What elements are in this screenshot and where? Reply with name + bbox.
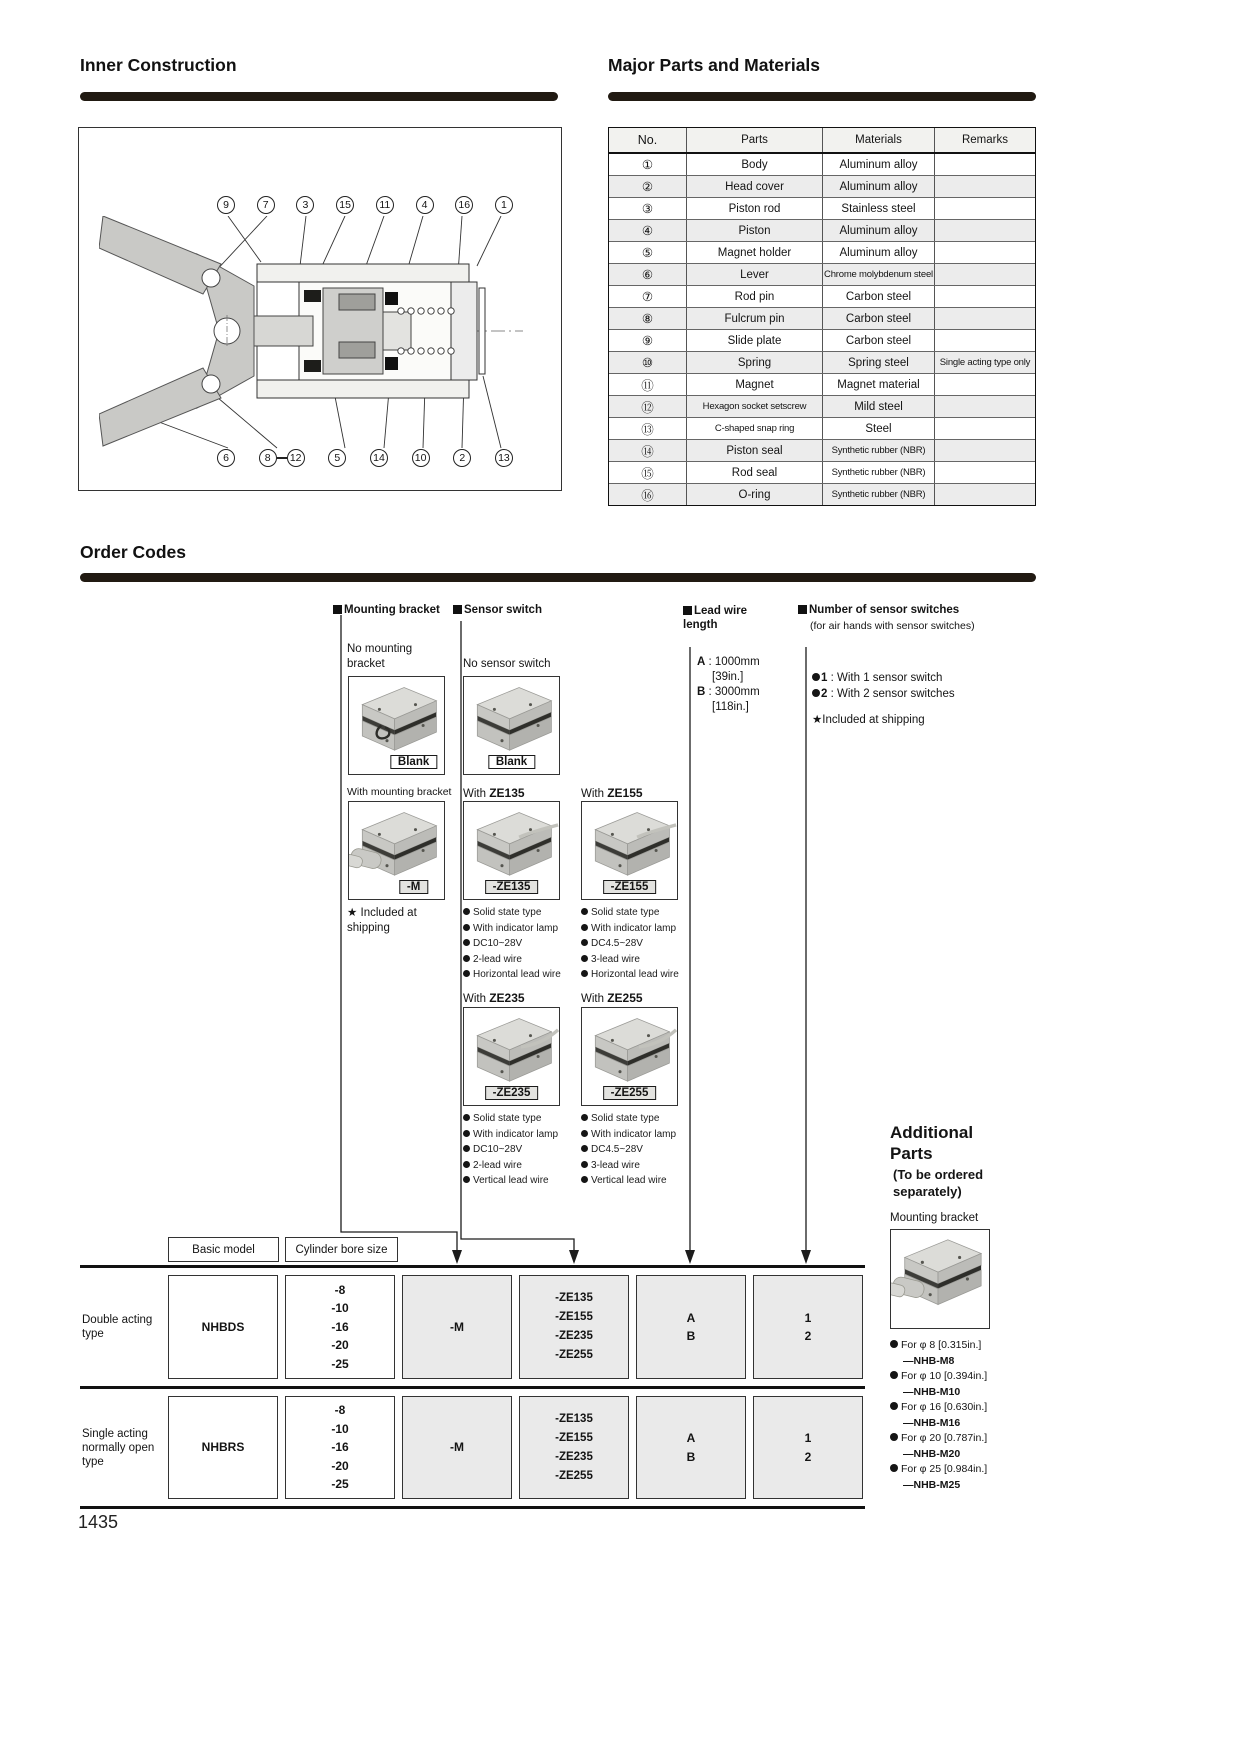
feature-item: With indicator lamp xyxy=(463,1127,558,1143)
callout: 9 xyxy=(217,196,235,214)
cell-material: Carbon steel xyxy=(822,330,934,351)
callout: 14 xyxy=(370,449,388,467)
parts-materials-table xyxy=(608,127,1036,506)
cell-no: ⑦ xyxy=(641,290,654,304)
sensor-option: -ZE135 xyxy=(555,1292,593,1304)
gripper-with-bracket-photo xyxy=(891,1230,989,1328)
cell-no: ⑩ xyxy=(641,356,654,370)
bore-option: -25 xyxy=(331,1356,349,1371)
table-body xyxy=(609,154,1035,505)
photo-no-mounting-bracket xyxy=(348,676,445,775)
count-option: 1 xyxy=(804,1431,812,1445)
cell-remark xyxy=(934,198,1035,219)
feature-item: 3-lead wire xyxy=(581,952,679,968)
section-marker-icon xyxy=(333,605,342,614)
code-label-ze155: -ZE155 xyxy=(603,880,657,894)
bore-option: -8 xyxy=(334,1403,346,1418)
bullet-icon xyxy=(581,1130,588,1137)
photo-ze255 xyxy=(581,1007,678,1106)
cell-remark xyxy=(934,220,1035,241)
cell-material: Carbon steel xyxy=(822,286,934,307)
feature-item: Solid state type xyxy=(581,905,679,921)
bullet-icon xyxy=(581,1161,588,1168)
double-acting-row xyxy=(80,1268,865,1386)
callout: 12 xyxy=(287,449,305,467)
table-row xyxy=(609,219,1035,241)
cell-no: ⑬ xyxy=(641,422,654,437)
sensor-option: -ZE155 xyxy=(555,1431,593,1444)
cell-material: Synthetic rubber (NBR) xyxy=(822,440,934,461)
cell-remark xyxy=(934,374,1035,395)
sensor-count-option: 1 : With 1 sensor switch xyxy=(812,670,955,686)
lead-option: A xyxy=(686,1310,696,1325)
bracket-part-item: For φ 8 [0.315in.] —NHB-M8 xyxy=(890,1338,987,1369)
cell-no: ⑮ xyxy=(641,466,654,481)
sensor-count-options xyxy=(812,670,955,702)
feature-item: Vertical lead wire xyxy=(581,1173,676,1189)
sensor-count-option: 2 : With 2 sensor switches xyxy=(812,686,955,702)
cell-remark xyxy=(934,176,1035,197)
feature-item: With indicator lamp xyxy=(581,1127,676,1143)
feature-item: 2-lead wire xyxy=(463,952,561,968)
photo-with-mounting-bracket xyxy=(348,801,445,900)
table-row xyxy=(609,483,1035,505)
cell-remark xyxy=(934,440,1035,461)
bracket-part-item: For φ 10 [0.394in.] —NHB-M10 xyxy=(890,1369,987,1400)
feature-item: 2-lead wire xyxy=(463,1158,558,1174)
cell-part: Piston rod xyxy=(686,198,822,219)
table-row xyxy=(609,395,1035,417)
count-option: 2 xyxy=(804,1329,812,1343)
table-row xyxy=(609,351,1035,373)
bore-size-cell xyxy=(285,1275,395,1379)
bullet-icon xyxy=(581,1145,588,1152)
lead-code-cell xyxy=(636,1275,746,1379)
section-marker-icon xyxy=(683,606,692,615)
diagram-callouts-top xyxy=(217,196,513,214)
cell-remark xyxy=(934,242,1035,263)
title-bar xyxy=(608,92,1036,101)
count-code-cell xyxy=(753,1396,863,1499)
cell-no: ④ xyxy=(641,224,654,238)
bullet-icon xyxy=(581,908,588,915)
sensor-code-cell xyxy=(519,1275,629,1379)
callout: 5 xyxy=(328,449,346,467)
table-header-row xyxy=(609,128,1035,154)
with-ze235-label: With ZE235 xyxy=(463,991,525,1005)
callout: 3 xyxy=(296,196,314,214)
code-label-ze135: -ZE135 xyxy=(485,880,539,894)
cell-material: Aluminum alloy xyxy=(822,242,934,263)
bullet-icon xyxy=(890,1402,898,1410)
bore-option: -20 xyxy=(331,1338,349,1353)
count-code-cell xyxy=(753,1275,863,1379)
bullet-icon xyxy=(463,939,470,946)
bore-option: -8 xyxy=(334,1282,346,1297)
table-row xyxy=(609,439,1035,461)
bullet-icon xyxy=(463,1161,470,1168)
additional-parts-subtitle: (To be ordered separately) xyxy=(893,1167,984,1199)
code-label-ze255: -ZE255 xyxy=(603,1086,657,1100)
bullet-icon xyxy=(581,924,588,931)
feature-item: Horizontal lead wire xyxy=(581,967,679,983)
cell-remark xyxy=(934,286,1035,307)
cell-material: Magnet material xyxy=(822,374,934,395)
bore-option: -16 xyxy=(331,1319,349,1334)
title-bar xyxy=(80,573,1036,582)
basic-model-header: Basic model xyxy=(168,1237,279,1262)
with-ze255-label: With ZE255 xyxy=(581,991,643,1005)
cell-part: Body xyxy=(686,154,822,175)
bore-option: -10 xyxy=(331,1421,349,1436)
cell-part: Head cover xyxy=(686,176,822,197)
no-mounting-bracket-label: No mounting bracket xyxy=(347,643,413,670)
cell-no: ⑫ xyxy=(641,400,654,415)
cell-no: ⑥ xyxy=(641,268,654,282)
ze135-features xyxy=(463,905,561,983)
bore-size-cell xyxy=(285,1396,395,1499)
bullet-icon xyxy=(812,673,820,681)
cell-material: Aluminum alloy xyxy=(822,220,934,241)
cell-part: Rod pin xyxy=(686,286,822,307)
gripper-cross-section-art xyxy=(99,216,539,482)
bullet-icon xyxy=(463,1130,470,1137)
table-row xyxy=(609,417,1035,439)
bracket-code: -M xyxy=(450,1440,464,1455)
cell-part: Magnet holder xyxy=(686,242,822,263)
callout: 11 xyxy=(376,196,394,214)
callout: 6 xyxy=(217,449,235,467)
model-code: NHBRS xyxy=(201,1440,245,1455)
included-at-shipping-note: ★Included at shipping xyxy=(812,714,925,726)
bore-option: -25 xyxy=(331,1477,349,1492)
lead-wire-options xyxy=(697,655,760,715)
callout: 10 xyxy=(412,449,430,467)
photo-ze155 xyxy=(581,801,678,900)
bracket-part-item: For φ 16 [0.630in.] —NHB-M16 xyxy=(890,1400,987,1431)
feature-item: Vertical lead wire xyxy=(463,1173,558,1189)
cell-remark xyxy=(934,462,1035,483)
cell-no: ② xyxy=(641,180,654,194)
sensor-count-subtitle: (for air hands with sensor switches) xyxy=(810,620,975,632)
bracket-code-cell xyxy=(402,1396,512,1499)
bracket-code: -M xyxy=(450,1319,464,1334)
bullet-icon xyxy=(463,1145,470,1152)
cell-remark xyxy=(934,484,1035,505)
bullet-icon xyxy=(581,939,588,946)
with-mounting-bracket-label: With mounting bracket xyxy=(347,786,452,798)
feature-item: Horizontal lead wire xyxy=(463,967,561,983)
bore-option: -20 xyxy=(331,1458,349,1473)
bullet-icon xyxy=(463,1114,470,1121)
with-ze155-label: With ZE155 xyxy=(581,786,643,800)
feature-item: 3-lead wire xyxy=(581,1158,676,1174)
sensor-option: -ZE155 xyxy=(555,1311,593,1323)
feature-item: Solid state type xyxy=(463,905,561,921)
lead-code-cell xyxy=(636,1396,746,1499)
cell-no: ⑯ xyxy=(641,488,654,503)
col-header-no: No. xyxy=(637,133,658,147)
with-ze135-label: With ZE135 xyxy=(463,786,525,800)
code-label-blank: Blank xyxy=(488,755,535,769)
code-label-blank: Blank xyxy=(390,755,437,769)
no-sensor-switch-label: No sensor switch xyxy=(463,658,551,670)
table-row xyxy=(609,285,1035,307)
cell-no: ⑪ xyxy=(641,378,654,393)
bracket-part-item: For φ 25 [0.984in.] —NHB-M25 xyxy=(890,1462,987,1493)
lead-wire-length-header: Lead wire length xyxy=(683,605,748,631)
callout: 4 xyxy=(416,196,434,214)
cell-no: ③ xyxy=(641,202,654,216)
sensor-option: -ZE255 xyxy=(555,1349,593,1361)
model-code: NHBDS xyxy=(201,1319,245,1334)
sensor-count-header: Number of sensor switches xyxy=(798,604,959,616)
basic-model-cell xyxy=(168,1396,278,1499)
code-label-ze235: -ZE235 xyxy=(485,1086,539,1100)
cell-no: ⑨ xyxy=(641,334,654,348)
feature-item: Solid state type xyxy=(581,1111,676,1127)
callout: 2 xyxy=(453,449,471,467)
cell-material: Stainless steel xyxy=(822,198,934,219)
cell-no: ⑧ xyxy=(641,312,654,326)
ze255-features xyxy=(581,1111,676,1189)
table-row xyxy=(609,175,1035,197)
mounting-bracket-label: Mounting bracket xyxy=(890,1212,979,1224)
cell-part: Piston seal xyxy=(686,440,822,461)
cell-no: ⑭ xyxy=(641,444,654,459)
lead-option: A xyxy=(686,1431,696,1445)
section-marker-icon xyxy=(453,605,462,614)
cell-part: Hexagon socket setscrew xyxy=(686,396,822,417)
additional-parts-title: Additional Parts xyxy=(890,1123,974,1163)
table-row xyxy=(609,197,1035,219)
bullet-icon xyxy=(463,908,470,915)
included-at-shipping-note: ★ Included at shipping xyxy=(347,907,417,934)
pair-dash xyxy=(277,457,287,458)
cell-no: ⑤ xyxy=(641,246,654,260)
cell-material: Aluminum alloy xyxy=(822,154,934,175)
cell-material: Carbon steel xyxy=(822,308,934,329)
count-option: 2 xyxy=(804,1449,812,1464)
callout: 7 xyxy=(257,196,275,214)
cell-part: Fulcrum pin xyxy=(686,308,822,329)
cell-part: C-shaped snap ring xyxy=(686,418,822,439)
table-row xyxy=(609,307,1035,329)
bullet-icon xyxy=(890,1433,898,1441)
table-row xyxy=(609,263,1035,285)
cell-material: Synthetic rubber (NBR) xyxy=(822,462,934,483)
col-header-materials: Materials xyxy=(822,128,934,152)
cell-part: Magnet xyxy=(686,374,822,395)
bore-option: -10 xyxy=(331,1301,349,1316)
bracket-part-list xyxy=(890,1338,987,1493)
title-bar xyxy=(80,92,558,101)
count-option: 1 xyxy=(804,1310,812,1325)
callout: 8 xyxy=(259,449,277,467)
cell-material: Spring steel xyxy=(822,352,934,373)
cell-part: Rod seal xyxy=(686,462,822,483)
bullet-icon xyxy=(890,1464,898,1472)
table-row xyxy=(609,461,1035,483)
gripper-with-bracket-photo xyxy=(349,802,444,899)
sensor-option: -ZE135 xyxy=(555,1412,593,1425)
cell-material: Aluminum alloy xyxy=(822,176,934,197)
callout: 13 xyxy=(495,449,513,467)
cell-material: Steel xyxy=(822,418,934,439)
lead-option: B xyxy=(686,1329,696,1343)
lead-wire-option: A : 1000mm [39in.] xyxy=(697,656,760,683)
feature-item: Solid state type xyxy=(463,1111,558,1127)
inner-construction-diagram xyxy=(78,127,562,491)
cell-part: O-ring xyxy=(686,484,822,505)
bore-option: -16 xyxy=(331,1440,349,1455)
bullet-icon xyxy=(581,970,588,977)
photo-ze235 xyxy=(463,1007,560,1106)
bullet-icon xyxy=(890,1371,898,1379)
cell-remark xyxy=(934,264,1035,285)
bullet-icon xyxy=(581,1176,588,1183)
cell-part: Slide plate xyxy=(686,330,822,351)
col-header-parts: Parts xyxy=(686,128,822,152)
callout-pair xyxy=(259,449,305,467)
bullet-icon xyxy=(463,1176,470,1183)
cell-part: Lever xyxy=(686,264,822,285)
feature-item: DC10~28V xyxy=(463,936,561,952)
mounting-bracket-header: Mounting bracket xyxy=(333,604,440,616)
cell-part: Spring xyxy=(686,352,822,373)
section-marker-icon xyxy=(798,605,807,614)
table-row xyxy=(609,241,1035,263)
photo-ze135 xyxy=(463,801,560,900)
callout: 1 xyxy=(495,196,513,214)
bullet-icon xyxy=(463,924,470,931)
cell-remark xyxy=(934,396,1035,417)
photo-mounting-bracket xyxy=(890,1229,990,1329)
cell-material: Chrome molybdenum steel xyxy=(822,264,934,285)
feature-item: DC10~28V xyxy=(463,1142,558,1158)
bullet-icon xyxy=(581,1114,588,1121)
feature-item: With indicator lamp xyxy=(581,921,679,937)
bullet-icon xyxy=(463,955,470,962)
ze235-features xyxy=(463,1111,558,1189)
table-row xyxy=(609,329,1035,351)
sensor-option: -ZE235 xyxy=(555,1450,593,1463)
sensor-option: -ZE255 xyxy=(555,1469,593,1482)
bore-size-header: Cylinder bore size xyxy=(285,1237,398,1262)
bullet-icon xyxy=(463,970,470,977)
ze155-features xyxy=(581,905,679,983)
row-type-label: Single acting normally open type xyxy=(82,1427,155,1468)
basic-model-cell xyxy=(168,1275,278,1379)
photo-no-sensor-switch xyxy=(463,676,560,775)
major-parts-title: Major Parts and Materials xyxy=(608,55,821,75)
cell-remark xyxy=(934,418,1035,439)
model-code-table xyxy=(80,1265,865,1509)
code-label-m: -M xyxy=(399,880,428,894)
cell-remark: Single acting type only xyxy=(934,352,1035,373)
table-row xyxy=(609,154,1035,175)
table-row xyxy=(609,373,1035,395)
lead-option: B xyxy=(686,1449,696,1464)
cell-part: Piston xyxy=(686,220,822,241)
callout: 16 xyxy=(455,196,473,214)
cell-material: Synthetic rubber (NBR) xyxy=(822,484,934,505)
bracket-code-cell xyxy=(402,1275,512,1379)
lead-wire-option: B : 3000mm [118in.] xyxy=(697,686,760,713)
order-codes-title: Order Codes xyxy=(80,542,186,562)
bullet-icon xyxy=(812,689,820,697)
bracket-part-item: For φ 20 [0.787in.] —NHB-M20 xyxy=(890,1431,987,1462)
feature-item: With indicator lamp xyxy=(463,921,561,937)
sensor-option: -ZE235 xyxy=(555,1330,593,1342)
sensor-switch-header: Sensor switch xyxy=(453,604,542,616)
page-number: 1435 xyxy=(78,1512,119,1532)
cell-remark xyxy=(934,154,1035,175)
col-header-remarks: Remarks xyxy=(934,128,1035,152)
row-type-label: Double acting type xyxy=(82,1314,153,1340)
bullet-icon xyxy=(581,955,588,962)
bullet-icon xyxy=(890,1340,898,1348)
cell-remark xyxy=(934,330,1035,351)
cell-material: Mild steel xyxy=(822,396,934,417)
inner-construction-title: Inner Construction xyxy=(80,55,237,75)
feature-item: DC4.5~28V xyxy=(581,1142,676,1158)
feature-item: DC4.5~28V xyxy=(581,936,679,952)
sensor-code-cell xyxy=(519,1396,629,1499)
callout: 15 xyxy=(336,196,354,214)
single-acting-row xyxy=(80,1389,865,1506)
diagram-callouts-bottom xyxy=(217,449,513,467)
cell-no: ① xyxy=(641,158,654,172)
cell-remark xyxy=(934,308,1035,329)
